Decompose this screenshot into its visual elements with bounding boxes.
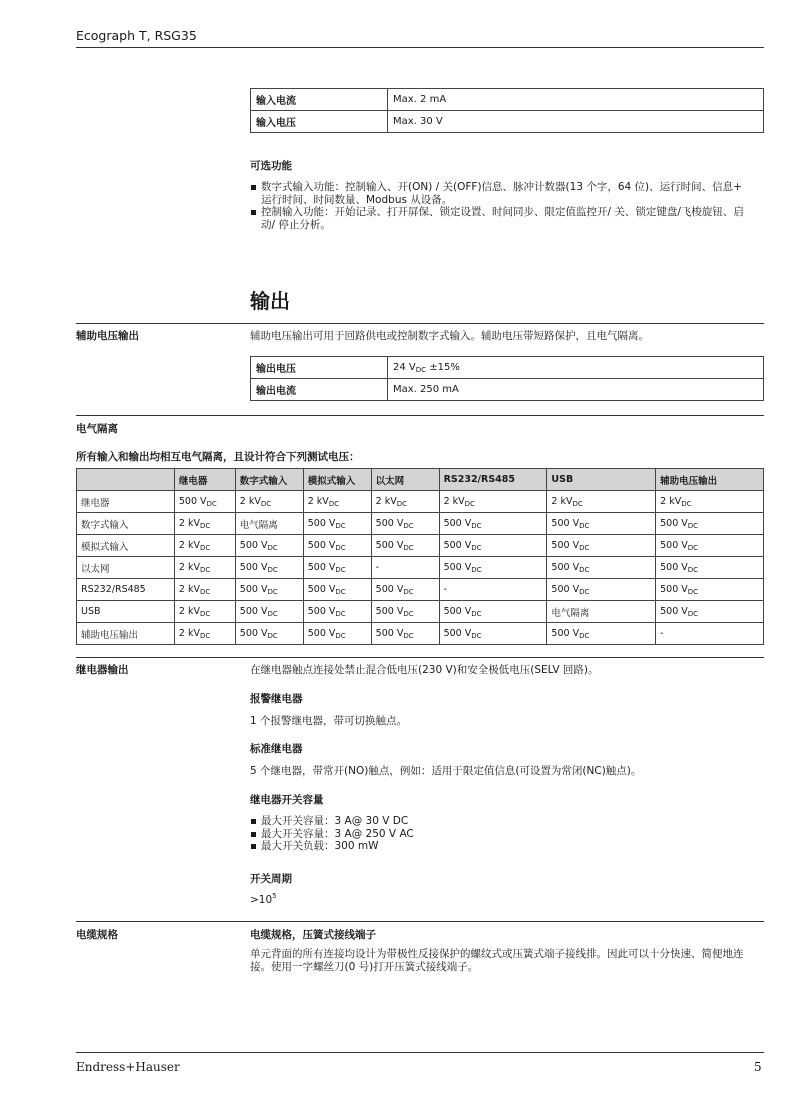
table-value: 24 $V_{DC} \pm 15\%$ xyxy=(388,357,764,379)
std-relay-title: 标准继电器 xyxy=(250,743,303,755)
table-cell: 2 $kV_{DC}$ xyxy=(439,491,547,513)
relay-label: 继电器输出 xyxy=(76,664,129,676)
row-header: 继电器 xyxy=(77,491,175,513)
cable-label: 电缆规格 xyxy=(76,929,118,941)
table-cell: 500 $V_{DC}$ xyxy=(439,535,547,557)
isolation-intro: 所有输入和输出均相互电气隔离，且设计符合下列测试电压： xyxy=(76,451,360,463)
table-cell: 500 $V_{DC}$ xyxy=(371,623,439,645)
table-cell: 2 $kV_{DC}$ xyxy=(174,579,235,601)
table-row xyxy=(251,89,764,111)
capacity-title: 继电器开关容量 xyxy=(250,794,324,806)
column-header: RS232/RS485 xyxy=(439,469,547,491)
optional-title: 可选功能 xyxy=(250,160,292,172)
section-rule xyxy=(76,415,764,416)
table-key: 输出电流 xyxy=(251,379,388,401)
table-cell: 2 $kV_{DC}$ xyxy=(303,491,371,513)
table-cell: 500 $V_{DC}$ xyxy=(547,557,656,579)
row-header: USB xyxy=(77,601,175,623)
table-cell: 500 $V_{DC}$ xyxy=(547,535,656,557)
table-row xyxy=(77,535,764,557)
row-header: 数字式输入 xyxy=(77,513,175,535)
table-cell: 500 $V_{DC}$ xyxy=(371,513,439,535)
table-row xyxy=(77,557,764,579)
column-header: 继电器 xyxy=(174,469,235,491)
table-cell: 500 $V_{DC}$ xyxy=(547,623,656,645)
table-key: 输入电流 xyxy=(251,89,388,111)
footer-brand: Endress+Hauser xyxy=(76,1060,180,1074)
list-item: 最大开关容量：3 A@ 250 V AC xyxy=(250,828,550,841)
table-cell: 500 $V_{DC}$ xyxy=(371,601,439,623)
row-header: 以太网 xyxy=(77,557,175,579)
table-cell: 500 $V_{DC}$ xyxy=(439,623,547,645)
table-cell: 500 $V_{DC}$ xyxy=(235,623,303,645)
alarm-relay-text: 1 个报警继电器，带可切换触点。 xyxy=(250,715,408,727)
column-header: 辅助电压输出 xyxy=(656,469,764,491)
table-header-row xyxy=(77,469,764,491)
table-key: 输入电压 xyxy=(251,111,388,133)
table-row xyxy=(251,111,764,133)
table-cell: 500 $V_{DC}$ xyxy=(439,557,547,579)
table-cell: 500 $V_{DC}$ xyxy=(656,601,764,623)
table-cell: 500 $V_{DC}$ xyxy=(303,513,371,535)
column-header: USB xyxy=(547,469,656,491)
table-cell: 500 $V_{DC}$ xyxy=(371,579,439,601)
section-heading: 输出 xyxy=(250,289,290,313)
cycle-title: 开关周期 xyxy=(250,873,292,885)
section-rule xyxy=(76,921,764,922)
optional-list xyxy=(250,181,750,231)
table-cell: 500 $V_{DC}$ xyxy=(303,601,371,623)
table-row xyxy=(251,357,764,379)
column-header xyxy=(77,469,175,491)
table-cell: 2 $kV_{DC}$ xyxy=(371,491,439,513)
table-row xyxy=(77,513,764,535)
aux-table xyxy=(250,356,764,401)
table-cell: 500 $V_{DC}$ xyxy=(656,557,764,579)
list-item: 控制输入功能：开始记录、打开屏保、锁定设置、时间同步、限定值监控开/ 关、锁定键盘/飞梭旋钮、启动/ 停止分析。 xyxy=(250,206,750,231)
header-rule xyxy=(76,47,764,48)
list-item: 最大开关容量：3 A@ 30 V DC xyxy=(250,815,550,828)
column-header: 模拟式输入 xyxy=(303,469,371,491)
aux-label: 辅助电压输出 xyxy=(76,330,139,342)
table-cell: 500 $V_{DC}$ xyxy=(303,623,371,645)
table-cell: 500 $V_{DC}$ xyxy=(656,579,764,601)
input-table xyxy=(250,88,764,133)
table-cell: 500 $V_{DC}$ xyxy=(174,491,235,513)
header-title: Ecograph T, RSG35 xyxy=(76,28,197,43)
table-cell: 500 $V_{DC}$ xyxy=(656,535,764,557)
table-cell: - xyxy=(656,623,764,645)
cable-title: 电缆规格，压簧式接线端子 xyxy=(250,929,376,941)
table-value: Max. 250 mA xyxy=(388,379,764,401)
column-header: 数字式输入 xyxy=(235,469,303,491)
aux-text: 辅助电压输出可用于回路供电或控制数字式输入。辅助电压带短路保护，且电气隔离。 xyxy=(250,330,649,342)
footer-rule xyxy=(76,1052,764,1053)
table-cell: 2 $kV_{DC}$ xyxy=(174,601,235,623)
alarm-relay-title: 报警继电器 xyxy=(250,693,303,705)
table-cell: 2 $kV_{DC}$ xyxy=(174,623,235,645)
table-row xyxy=(77,579,764,601)
table-row xyxy=(77,601,764,623)
capacity-list xyxy=(250,815,550,853)
table-cell: 500 $V_{DC}$ xyxy=(371,535,439,557)
table-cell: 2 $kV_{DC}$ xyxy=(174,557,235,579)
table-cell: 2 $kV_{DC}$ xyxy=(174,513,235,535)
table-cell: - xyxy=(371,557,439,579)
table-cell: 500 $V_{DC}$ xyxy=(235,579,303,601)
cycle-value: $>10^5$ xyxy=(250,892,277,906)
table-row xyxy=(77,623,764,645)
table-cell: 电气隔离 xyxy=(547,601,656,623)
table-cell: 500 $V_{DC}$ xyxy=(235,601,303,623)
table-cell: 2 $kV_{DC}$ xyxy=(235,491,303,513)
section-rule xyxy=(76,323,764,324)
table-cell: 500 $V_{DC}$ xyxy=(235,535,303,557)
table-cell: 2 $kV_{DC}$ xyxy=(174,535,235,557)
table-cell: 2 $kV_{DC}$ xyxy=(547,491,656,513)
list-item: 最大开关负载：300 mW xyxy=(250,840,550,853)
section-rule xyxy=(76,657,764,658)
table-cell: - xyxy=(439,579,547,601)
table-value: Max. 2 mA xyxy=(388,89,764,111)
table-cell: 500 $V_{DC}$ xyxy=(547,579,656,601)
row-header: 模拟式输入 xyxy=(77,535,175,557)
table-cell: 电气隔离 xyxy=(235,513,303,535)
cable-text: 单元背面的所有连接均设计为带极性反接保护的螺纹式或压簧式端子接线排。因此可以十分快速、简便地连接。使用一字螺丝刀(0 号)打开压簧式接线端子。 xyxy=(250,948,744,973)
table-row xyxy=(251,379,764,401)
table-cell: 500 $V_{DC}$ xyxy=(547,513,656,535)
table-row xyxy=(77,491,764,513)
table-value: Max. 30 V xyxy=(388,111,764,133)
table-cell: 500 $V_{DC}$ xyxy=(235,557,303,579)
table-cell: 500 $V_{DC}$ xyxy=(439,513,547,535)
table-cell: 500 $V_{DC}$ xyxy=(439,601,547,623)
row-header: 辅助电压输出 xyxy=(77,623,175,645)
std-relay-text: 5 个继电器，带常开(NO)触点，例如：适用于限定值信息(可设置为常闭(NC)触点)。 xyxy=(250,765,642,777)
list-item: 数字式输入功能：控制输入、开(ON) / 关(OFF)信息、脉冲计数器(13 个字，64 位)、运行时间、信息+ 运行时间、时间数量、Modbus 从设备。 xyxy=(250,181,750,206)
table-cell: 500 $V_{DC}$ xyxy=(303,535,371,557)
table-cell: 500 $V_{DC}$ xyxy=(303,557,371,579)
table-cell: 500 $V_{DC}$ xyxy=(303,579,371,601)
table-key: 输出电压 xyxy=(251,357,388,379)
table-cell: 500 $V_{DC}$ xyxy=(656,513,764,535)
isolation-table xyxy=(76,468,764,645)
table-cell: 2 $kV_{DC}$ xyxy=(656,491,764,513)
relay-intro: 在继电器触点连接处禁止混合低电压(230 V)和安全极低电压(SELV 回路)。 xyxy=(250,664,599,676)
page-number: 5 xyxy=(754,1060,762,1074)
isolation-label: 电气隔离 xyxy=(76,423,118,435)
column-header: 以太网 xyxy=(371,469,439,491)
row-header: RS232/RS485 xyxy=(77,579,175,601)
